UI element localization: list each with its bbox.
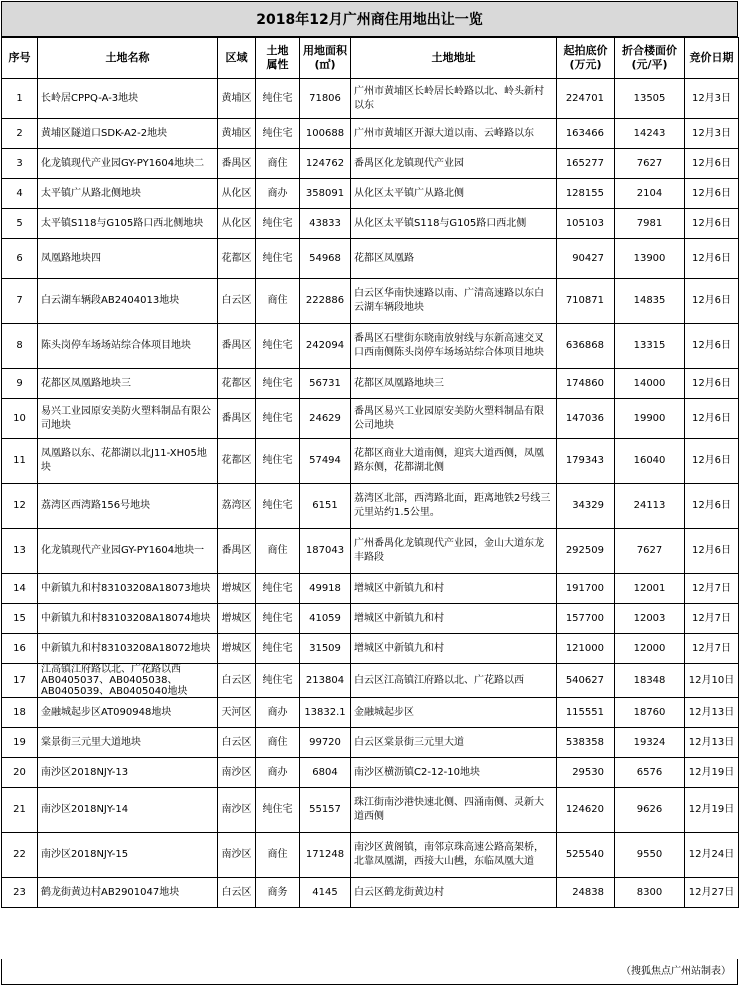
- cell-date: 12月7日: [685, 574, 739, 604]
- cell-address: 广州番禺化龙镇现代产业园，金山大道东龙丰路段: [351, 529, 557, 574]
- cell-price: 128155: [557, 179, 615, 209]
- cell-address: 南沙区黄阁镇，南邻京珠高速公路高架桥，北靠凤凰湖，西接大山乸，东临凤凰大道: [351, 833, 557, 878]
- cell-attr: 纯住宅: [256, 788, 300, 833]
- cell-floor-price: 13505: [615, 79, 685, 119]
- cell-no: 19: [2, 728, 38, 758]
- land-table: [1, 37, 739, 908]
- cell-price: 121000: [557, 634, 615, 664]
- cell-district: 花都区: [218, 369, 256, 399]
- cell-name: 化龙镇现代产业园GY-PY1604地块一: [38, 529, 218, 574]
- cell-area: 57494: [300, 439, 351, 484]
- cell-name: 江高镇江府路以北、广花路以西AB0405037、AB0405038、AB0405039、AB0405040地块: [38, 664, 218, 698]
- cell-no: 3: [2, 149, 38, 179]
- table-row: [2, 758, 739, 788]
- cell-no: 16: [2, 634, 38, 664]
- cell-date: 12月10日: [685, 664, 739, 698]
- table-row: [2, 698, 739, 728]
- cell-price: 165277: [557, 149, 615, 179]
- cell-district: 花都区: [218, 439, 256, 484]
- table-body: [2, 79, 739, 908]
- cell-attr: 商住: [256, 728, 300, 758]
- cell-name: 鹤龙街黄边村AB2901047地块: [38, 878, 218, 908]
- table-row: [2, 324, 739, 369]
- table-row: [2, 369, 739, 399]
- cell-attr: 商办: [256, 758, 300, 788]
- cell-price: 710871: [557, 279, 615, 324]
- cell-attr: 纯住宅: [256, 209, 300, 239]
- cell-address: 增城区中新镇九和村: [351, 634, 557, 664]
- cell-area: 6151: [300, 484, 351, 529]
- cell-price: 147036: [557, 399, 615, 439]
- cell-district: 黄埔区: [218, 119, 256, 149]
- cell-price: 34329: [557, 484, 615, 529]
- land-table-sheet: [1, 1, 738, 977]
- table-row: [2, 664, 739, 698]
- cell-no: 23: [2, 878, 38, 908]
- table-row: [2, 209, 739, 239]
- cell-district: 番禺区: [218, 149, 256, 179]
- cell-district: 增城区: [218, 604, 256, 634]
- cell-district: 南沙区: [218, 833, 256, 878]
- table-row: [2, 119, 739, 149]
- header-floor-line1: 折合楼面价: [622, 44, 677, 57]
- header-area: [300, 38, 351, 79]
- cell-area: 13832.1: [300, 698, 351, 728]
- cell-price: 157700: [557, 604, 615, 634]
- cell-name: 花都区凤凰路地块三: [38, 369, 218, 399]
- cell-address: 白云区鹤龙街黄边村: [351, 878, 557, 908]
- cell-no: 5: [2, 209, 38, 239]
- cell-area: 54968: [300, 239, 351, 279]
- cell-district: 南沙区: [218, 758, 256, 788]
- cell-attr: 纯住宅: [256, 119, 300, 149]
- cell-no: 2: [2, 119, 38, 149]
- cell-address: 从化区太平镇广从路北侧: [351, 179, 557, 209]
- cell-no: 10: [2, 399, 38, 439]
- cell-no: 7: [2, 279, 38, 324]
- header-date: 竞价日期: [685, 38, 739, 79]
- cell-date: 12月6日: [685, 484, 739, 529]
- cell-area: 358091: [300, 179, 351, 209]
- cell-area: 71806: [300, 79, 351, 119]
- cell-name: 陈头岗停车场场站综合体项目地块: [38, 324, 218, 369]
- cell-name: 凤凰路地块四: [38, 239, 218, 279]
- cell-area: 56731: [300, 369, 351, 399]
- cell-date: 12月27日: [685, 878, 739, 908]
- cell-price: 636868: [557, 324, 615, 369]
- cell-address: 花都区凤凰路: [351, 239, 557, 279]
- cell-price: 292509: [557, 529, 615, 574]
- header-district: 区域: [218, 38, 256, 79]
- cell-area: 43833: [300, 209, 351, 239]
- table-row: [2, 728, 739, 758]
- cell-address: 广州市黄埔区长岭居长岭路以北、岭头新村以东: [351, 79, 557, 119]
- cell-date: 12月3日: [685, 119, 739, 149]
- cell-address: 白云区棠景街三元里大道: [351, 728, 557, 758]
- cell-date: 12月6日: [685, 239, 739, 279]
- cell-no: 14: [2, 574, 38, 604]
- cell-district: 番禺区: [218, 399, 256, 439]
- cell-no: 13: [2, 529, 38, 574]
- cell-area: 124762: [300, 149, 351, 179]
- cell-attr: 商住: [256, 279, 300, 324]
- cell-price: 115551: [557, 698, 615, 728]
- cell-floor-price: 7627: [615, 149, 685, 179]
- cell-area: 100688: [300, 119, 351, 149]
- cell-address: 珠江街南沙港快速北侧、四涌南侧、灵新大道西侧: [351, 788, 557, 833]
- cell-name: 南沙区2018NJY-15: [38, 833, 218, 878]
- header-name: 土地名称: [38, 38, 218, 79]
- cell-area: 4145: [300, 878, 351, 908]
- cell-address: 金融城起步区: [351, 698, 557, 728]
- table-row: [2, 604, 739, 634]
- cell-district: 从化区: [218, 209, 256, 239]
- cell-date: 12月3日: [685, 79, 739, 119]
- cell-name: 南沙区2018NJY-13: [38, 758, 218, 788]
- cell-date: 12月7日: [685, 604, 739, 634]
- cell-price: 174860: [557, 369, 615, 399]
- table-row: [2, 79, 739, 119]
- header-price: [557, 38, 615, 79]
- cell-price: 29530: [557, 758, 615, 788]
- header-attr-line1: 土地: [266, 44, 289, 57]
- table-row: [2, 179, 739, 209]
- cell-area: 24629: [300, 399, 351, 439]
- cell-floor-price: 19900: [615, 399, 685, 439]
- cell-address: 广州市黄埔区开源大道以南、云峰路以东: [351, 119, 557, 149]
- table-row: [2, 399, 739, 439]
- cell-district: 白云区: [218, 878, 256, 908]
- cell-address: 增城区中新镇九和村: [351, 574, 557, 604]
- cell-no: 18: [2, 698, 38, 728]
- cell-address: 荔湾区北部，西湾路北面，距离地铁2号线三元里站约1.5公里。: [351, 484, 557, 529]
- cell-floor-price: 18348: [615, 664, 685, 698]
- cell-floor-price: 24113: [615, 484, 685, 529]
- cell-floor-price: 19324: [615, 728, 685, 758]
- cell-name: 凤凰路以东、花都湖以北J11-XH05地块: [38, 439, 218, 484]
- cell-floor-price: 7981: [615, 209, 685, 239]
- cell-name: 长岭居CPPQ-A-3地块: [38, 79, 218, 119]
- cell-address: 白云区江高镇江府路以北、广花路以西: [351, 664, 557, 698]
- table-row: [2, 833, 739, 878]
- cell-district: 南沙区: [218, 788, 256, 833]
- cell-floor-price: 7627: [615, 529, 685, 574]
- table-row: [2, 634, 739, 664]
- cell-area: 55157: [300, 788, 351, 833]
- cell-date: 12月6日: [685, 209, 739, 239]
- cell-floor-price: 16040: [615, 439, 685, 484]
- table-row: [2, 239, 739, 279]
- cell-attr: 纯住宅: [256, 484, 300, 529]
- cell-no: 15: [2, 604, 38, 634]
- cell-floor-price: 14243: [615, 119, 685, 149]
- header-no: 序号: [2, 38, 38, 79]
- cell-name: 白云湖车辆段AB2404013地块: [38, 279, 218, 324]
- cell-date: 12月13日: [685, 698, 739, 728]
- cell-attr: 商住: [256, 833, 300, 878]
- cell-name: 化龙镇现代产业园GY-PY1604地块二: [38, 149, 218, 179]
- cell-address: 增城区中新镇九和村: [351, 604, 557, 634]
- cell-address: 花都区凤凰路地块三: [351, 369, 557, 399]
- cell-attr: 纯住宅: [256, 239, 300, 279]
- cell-attr: 纯住宅: [256, 604, 300, 634]
- cell-address: 番禺区化龙镇现代产业园: [351, 149, 557, 179]
- cell-district: 花都区: [218, 239, 256, 279]
- cell-floor-price: 9626: [615, 788, 685, 833]
- table-row: [2, 574, 739, 604]
- cell-price: 540627: [557, 664, 615, 698]
- header-price-line2: (万元): [569, 58, 602, 71]
- cell-date: 12月19日: [685, 758, 739, 788]
- cell-floor-price: 14000: [615, 369, 685, 399]
- cell-name: 太平镇S118与G105路口西北侧地块: [38, 209, 218, 239]
- cell-name: 金融城起步区AT090948地块: [38, 698, 218, 728]
- table-footer-source: （搜狐焦点广州站制表）: [1, 959, 738, 985]
- cell-price: 124620: [557, 788, 615, 833]
- cell-district: 增城区: [218, 634, 256, 664]
- cell-date: 12月6日: [685, 324, 739, 369]
- cell-address: 南沙区横沥镇C2-12-10地块: [351, 758, 557, 788]
- cell-district: 番禺区: [218, 324, 256, 369]
- cell-no: 9: [2, 369, 38, 399]
- cell-floor-price: 8300: [615, 878, 685, 908]
- cell-district: 黄埔区: [218, 79, 256, 119]
- header-row: [2, 38, 739, 79]
- cell-floor-price: 6576: [615, 758, 685, 788]
- cell-price: 105103: [557, 209, 615, 239]
- cell-district: 从化区: [218, 179, 256, 209]
- cell-name: 太平镇广从路北侧地块: [38, 179, 218, 209]
- cell-area: 242094: [300, 324, 351, 369]
- cell-area: 49918: [300, 574, 351, 604]
- cell-floor-price: 13900: [615, 239, 685, 279]
- cell-date: 12月6日: [685, 179, 739, 209]
- cell-date: 12月6日: [685, 149, 739, 179]
- cell-date: 12月13日: [685, 728, 739, 758]
- cell-no: 22: [2, 833, 38, 878]
- cell-name: 中新镇九和村83103208A18073地块: [38, 574, 218, 604]
- cell-district: 白云区: [218, 664, 256, 698]
- cell-name: 易兴工业园原安美防火塑料制品有限公司地块: [38, 399, 218, 439]
- cell-area: 171248: [300, 833, 351, 878]
- cell-no: 20: [2, 758, 38, 788]
- cell-area: 222886: [300, 279, 351, 324]
- cell-date: 12月6日: [685, 439, 739, 484]
- cell-area: 99720: [300, 728, 351, 758]
- cell-price: 163466: [557, 119, 615, 149]
- cell-name: 荔湾区西湾路156号地块: [38, 484, 218, 529]
- cell-date: 12月24日: [685, 833, 739, 878]
- cell-date: 12月6日: [685, 369, 739, 399]
- cell-floor-price: 13315: [615, 324, 685, 369]
- cell-address: 番禺区易兴工业园原安美防火塑料制品有限公司地块: [351, 399, 557, 439]
- cell-floor-price: 12003: [615, 604, 685, 634]
- cell-floor-price: 18760: [615, 698, 685, 728]
- cell-district: 番禺区: [218, 529, 256, 574]
- header-area-line1: 用地面积: [303, 44, 347, 57]
- table-title: 2018年12月广州商住用地出让一览: [1, 1, 738, 37]
- table-row: [2, 878, 739, 908]
- cell-district: 增城区: [218, 574, 256, 604]
- cell-district: 白云区: [218, 279, 256, 324]
- cell-district: 荔湾区: [218, 484, 256, 529]
- cell-no: 12: [2, 484, 38, 529]
- cell-area: 31509: [300, 634, 351, 664]
- cell-price: 538358: [557, 728, 615, 758]
- header-floor-price: [615, 38, 685, 79]
- cell-no: 1: [2, 79, 38, 119]
- table-row: [2, 484, 739, 529]
- table-row: [2, 279, 739, 324]
- cell-attr: 商住: [256, 149, 300, 179]
- cell-area: 6804: [300, 758, 351, 788]
- cell-attr: 纯住宅: [256, 79, 300, 119]
- cell-name: 中新镇九和村83103208A18072地块: [38, 634, 218, 664]
- cell-floor-price: 14835: [615, 279, 685, 324]
- cell-address: 番禺区石壁街东晓南放射线与东新高速交叉口西南侧陈头岗停车场场站综合体项目地块: [351, 324, 557, 369]
- cell-price: 24838: [557, 878, 615, 908]
- cell-price: 179343: [557, 439, 615, 484]
- cell-date: 12月19日: [685, 788, 739, 833]
- header-attr-line2: 属性: [266, 58, 289, 71]
- cell-address: 从化区太平镇S118与G105路口西北侧: [351, 209, 557, 239]
- cell-price: 191700: [557, 574, 615, 604]
- cell-no: 11: [2, 439, 38, 484]
- cell-floor-price: 2104: [615, 179, 685, 209]
- cell-area: 41059: [300, 604, 351, 634]
- cell-no: 17: [2, 664, 38, 698]
- cell-attr: 纯住宅: [256, 439, 300, 484]
- cell-attr: 商住: [256, 529, 300, 574]
- cell-attr: 纯住宅: [256, 574, 300, 604]
- cell-address: 白云区华南快速路以南、广清高速路以东白云湖车辆段地块: [351, 279, 557, 324]
- cell-date: 12月7日: [685, 634, 739, 664]
- header-price-line1: 起拍底价: [563, 44, 608, 57]
- cell-area: 213804: [300, 664, 351, 698]
- header-floor-line2: (元/平): [631, 58, 668, 71]
- table-row: [2, 149, 739, 179]
- header-address: 土地地址: [351, 38, 557, 79]
- cell-attr: 商办: [256, 698, 300, 728]
- cell-floor-price: 12000: [615, 634, 685, 664]
- cell-attr: 纯住宅: [256, 634, 300, 664]
- cell-attr: 纯住宅: [256, 399, 300, 439]
- cell-district: 白云区: [218, 728, 256, 758]
- table-row: [2, 439, 739, 484]
- cell-floor-price: 12001: [615, 574, 685, 604]
- cell-no: 21: [2, 788, 38, 833]
- cell-name: 棠景街三元里大道地块: [38, 728, 218, 758]
- table-row: [2, 788, 739, 833]
- table-row: [2, 529, 739, 574]
- cell-address: 花都区商业大道南侧，迎宾大道西侧，凤凰路东侧，花都湖北侧: [351, 439, 557, 484]
- cell-date: 12月6日: [685, 279, 739, 324]
- cell-name: 中新镇九和村83103208A18074地块: [38, 604, 218, 634]
- cell-attr: 纯住宅: [256, 369, 300, 399]
- cell-attr: 商办: [256, 179, 300, 209]
- cell-date: 12月6日: [685, 399, 739, 439]
- cell-price: 90427: [557, 239, 615, 279]
- cell-attr: 纯住宅: [256, 664, 300, 698]
- cell-attr: 商务: [256, 878, 300, 908]
- cell-floor-price: 9550: [615, 833, 685, 878]
- header-area-line2: (㎡): [314, 58, 336, 71]
- header-attr: [256, 38, 300, 79]
- cell-attr: 纯住宅: [256, 324, 300, 369]
- cell-no: 8: [2, 324, 38, 369]
- cell-district: 天河区: [218, 698, 256, 728]
- cell-area: 187043: [300, 529, 351, 574]
- cell-no: 6: [2, 239, 38, 279]
- cell-price: 525540: [557, 833, 615, 878]
- cell-name: 黄埔区隧道口SDK-A2-2地块: [38, 119, 218, 149]
- cell-price: 224701: [557, 79, 615, 119]
- cell-no: 4: [2, 179, 38, 209]
- cell-date: 12月6日: [685, 529, 739, 574]
- cell-name: 南沙区2018NJY-14: [38, 788, 218, 833]
